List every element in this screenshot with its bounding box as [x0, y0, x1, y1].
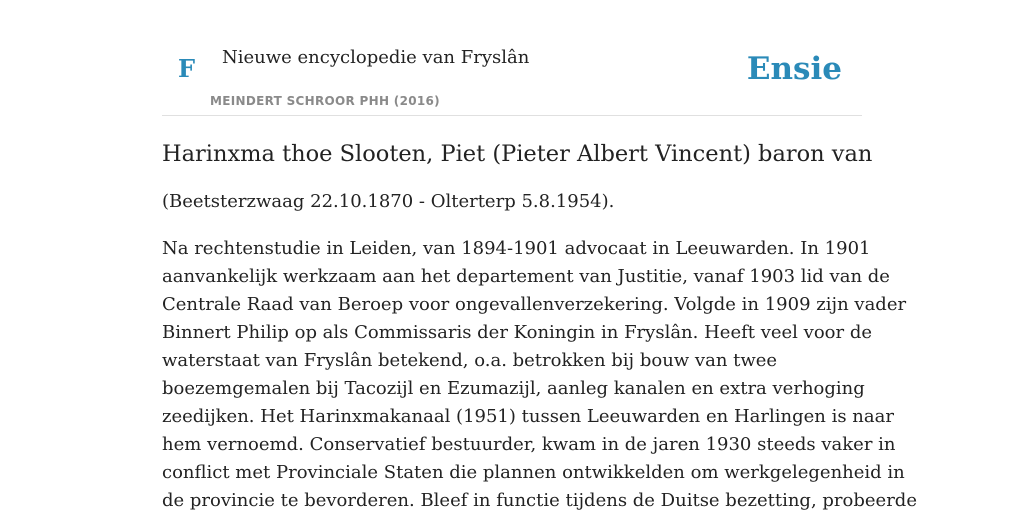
book-author: MEINDERT SCHROOR PHH (2016): [210, 94, 440, 108]
body-line: de provincie te bevorderen. Bleef in functie tijdens de Duitse bezetting, probeerde: [162, 490, 917, 511]
body-line: Na rechtenstudie in Leiden, van 1894-1901 advocaat in Leeuwarden. In 1901: [162, 238, 871, 259]
article-body: [162, 235, 917, 512]
body-line: boezemgemalen bij Tacozijl en Ezumazijl, aanleg kanalen en extra verhoging: [162, 378, 865, 399]
book-title-link[interactable]: Nieuwe encyclopedie van Fryslân: [222, 47, 530, 68]
article-dates: (Beetsterzwaag 22.10.1870 - Olterterp 5.8.1954).: [162, 191, 615, 212]
body-line: conflict met Provinciale Staten die plannen ontwikkelden om werkgelegenheid in: [162, 462, 905, 483]
body-line: aanvankelijk werkzaam aan het departement van Justitie, vanaf 1903 lid van de: [162, 266, 890, 287]
body-line: waterstaat van Fryslân betekend, o.a. betrokken bij bouw van twee: [162, 350, 778, 371]
body-line: Binnert Philip op als Commissaris der Koningin in Fryslân. Heeft veel voor de: [162, 322, 873, 343]
ensie-logo[interactable]: Ensie: [746, 51, 842, 87]
body-line: Centrale Raad van Beroep voor ongevallenverzekering. Volgde in 1909 zijn vader: [162, 294, 907, 315]
article-title: Harinxma thoe Slooten, Piet (Pieter Albert Vincent) baron van: [162, 141, 873, 167]
body-line: hem vernoemd. Conservatief bestuurder, kwam in de jaren 1930 steeds vaker in: [162, 434, 896, 455]
body-line: zeedijken. Het Harinxmakanaal (1951) tussen Leeuwarden en Harlingen is naar: [162, 406, 894, 427]
article: [162, 138, 917, 512]
book-header: [162, 0, 862, 116]
book-initial-logo[interactable]: F: [178, 54, 196, 83]
